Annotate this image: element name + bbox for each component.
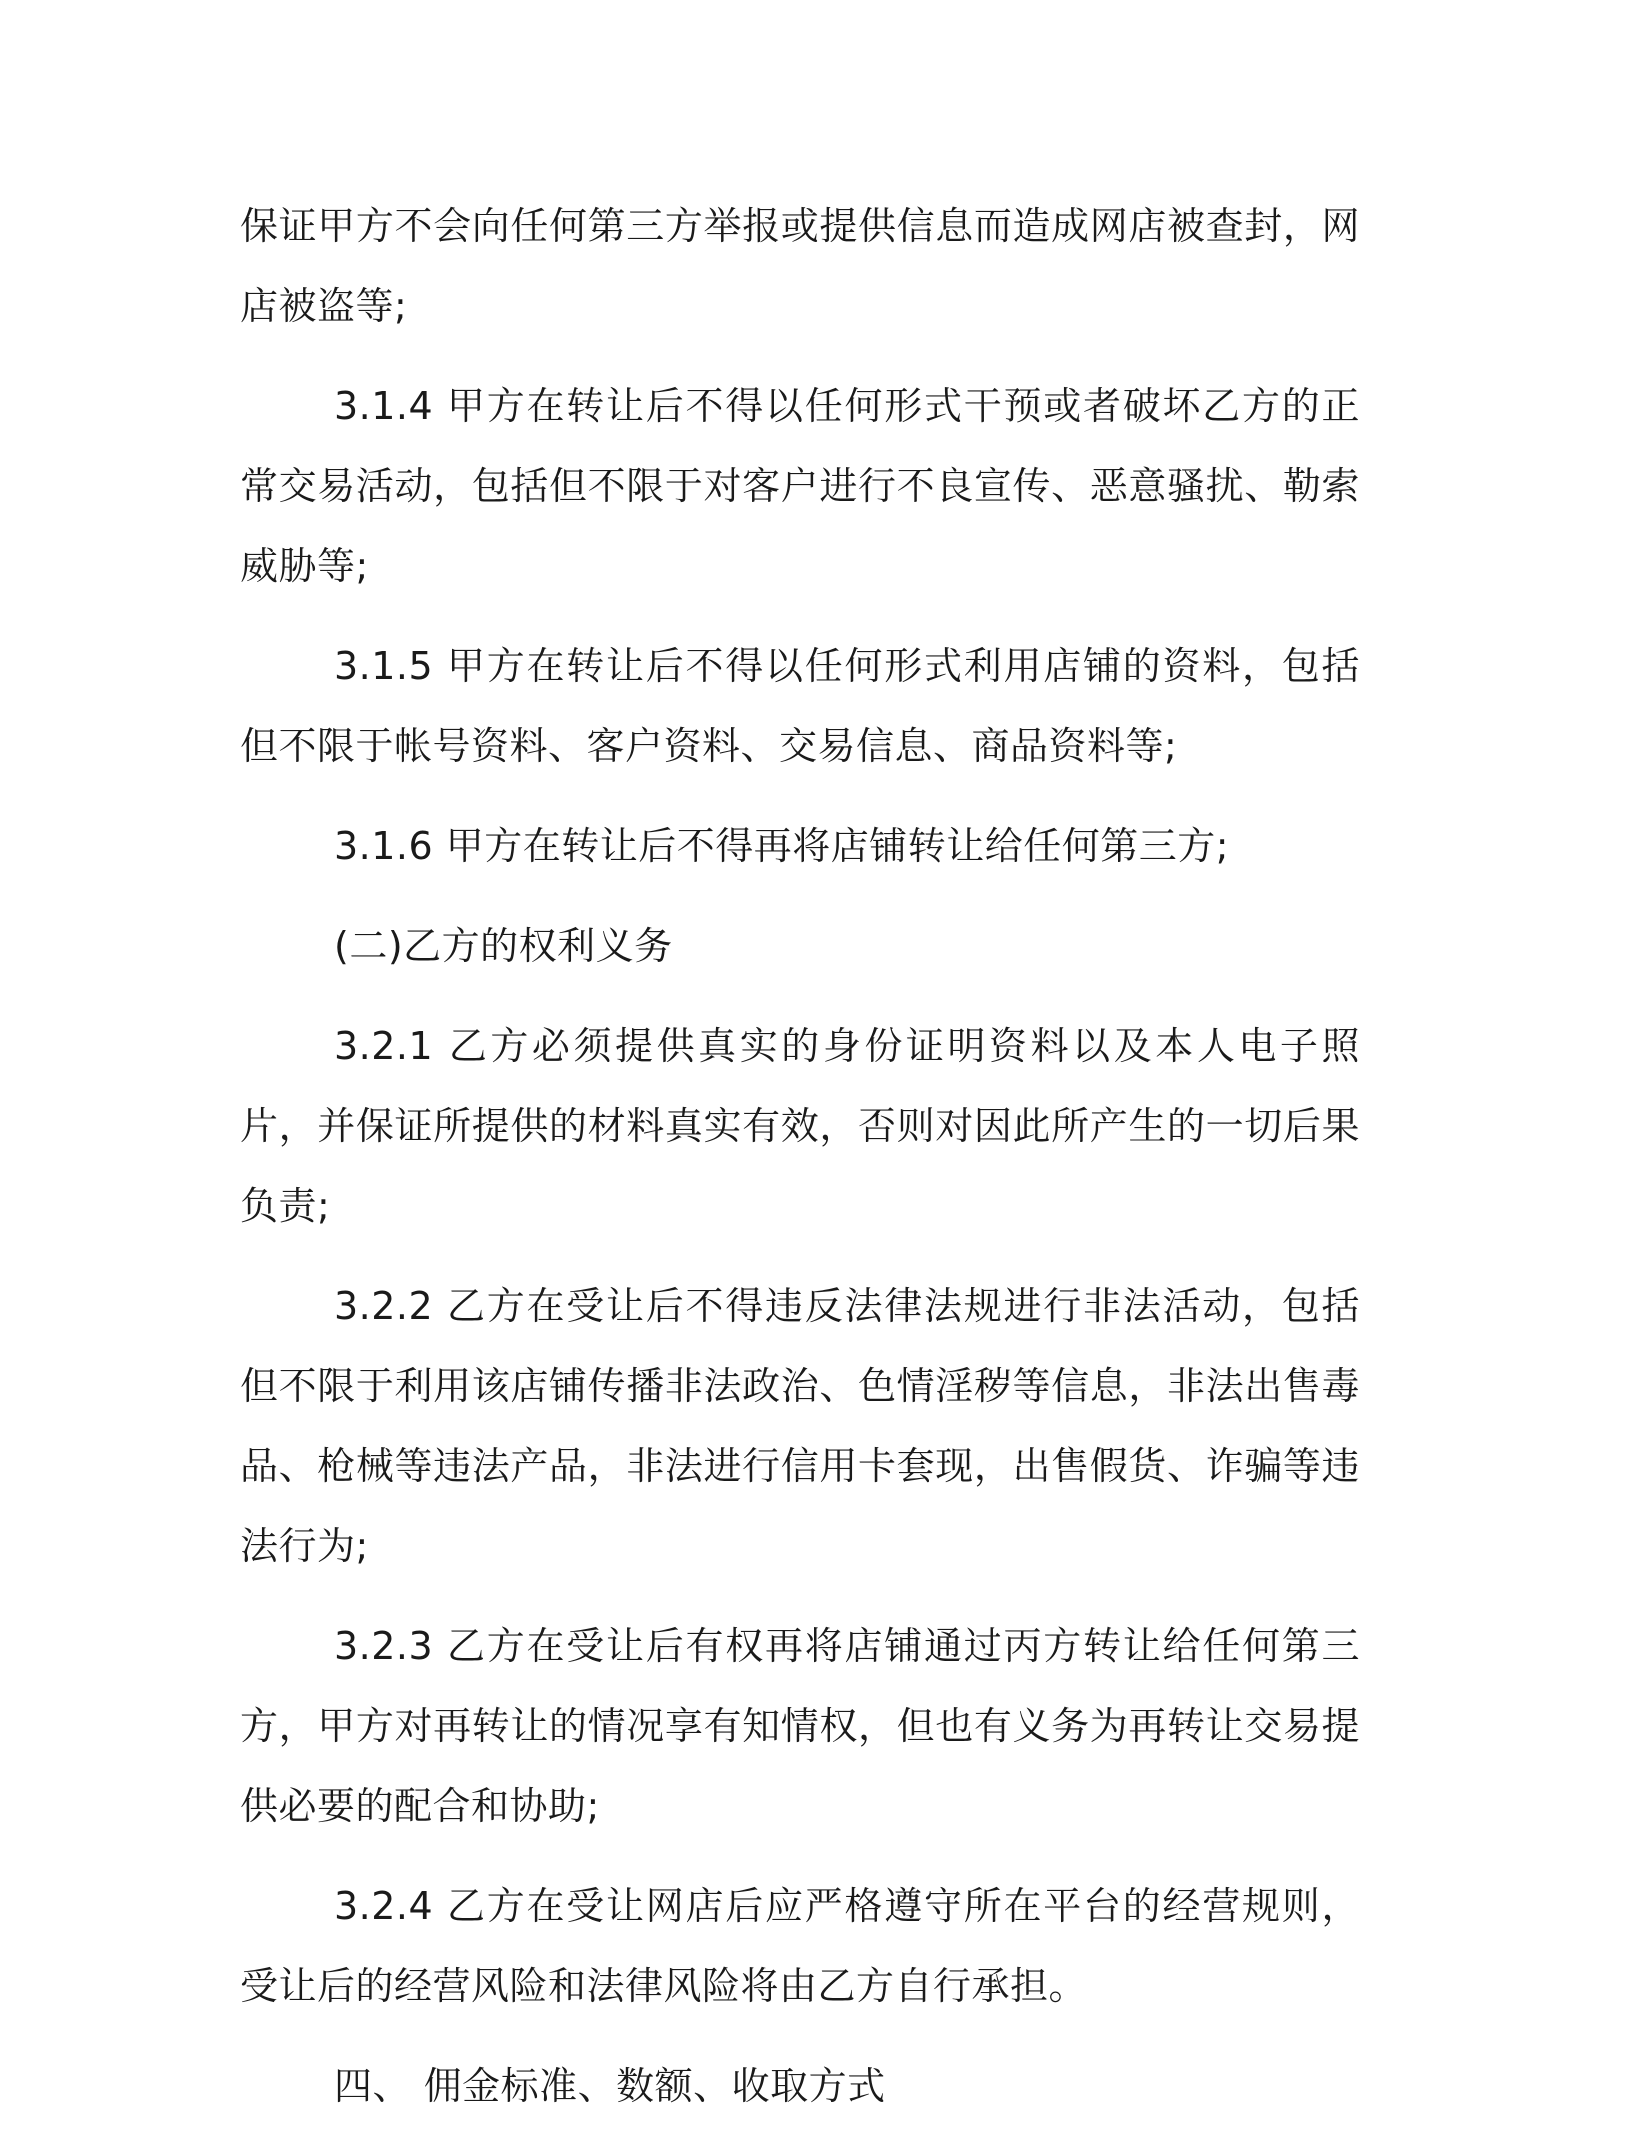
paragraph-3-1-6: 3.1.6 甲方在转让后不得再将店铺转让给任何第三方;	[334, 824, 1230, 868]
paragraph-3-2-3: 3.2.3 乙方在受让后有权再将店铺通过丙方转让给任何第三方，甲方对再转让的情况享有知情权，但也有义务为再转让交易提供必要的配合和协助;	[240, 1624, 1360, 1828]
section-heading-commission: 四、 佣金标准、数额、收取方式	[334, 2064, 886, 2108]
paragraph-3-1-5: 3.1.5 甲方在转让后不得以任何形式利用店铺的资料，包括但不限于帐号资料、客户资料、交易信息、商品资料等;	[240, 644, 1360, 768]
section-heading-party-b: (二)乙方的权利义务	[334, 924, 673, 968]
paragraph-3-1-4: 3.1.4 甲方在转让后不得以任何形式干预或者破坏乙方的正常交易活动，包括但不限于对客户进行不良宣传、恶意骚扰、勒索威胁等;	[240, 384, 1360, 588]
paragraph-continuation: 保证甲方不会向任何第三方举报或提供信息而造成网店被查封，网店被盗等;	[240, 204, 1360, 328]
document-body	[240, 186, 1360, 2146]
paragraph-3-2-1: 3.2.1 乙方必须提供真实的身份证明资料以及本人电子照片，并保证所提供的材料真实有效，否则对因此所产生的一切后果负责;	[240, 1024, 1360, 1228]
paragraph-3-2-4: 3.2.4 乙方在受让网店后应严格遵守所在平台的经营规则，受让后的经营风险和法律风险将由乙方自行承担。	[240, 1884, 1360, 2008]
paragraph-3-2-2: 3.2.2 乙方在受让后不得违反法律法规进行非法活动，包括但不限于利用该店铺传播非法政治、色情淫秽等信息，非法出售毒品、枪械等违法产品，非法进行信用卡套现，出售假货、诈骗等违法行为;	[240, 1284, 1360, 1568]
